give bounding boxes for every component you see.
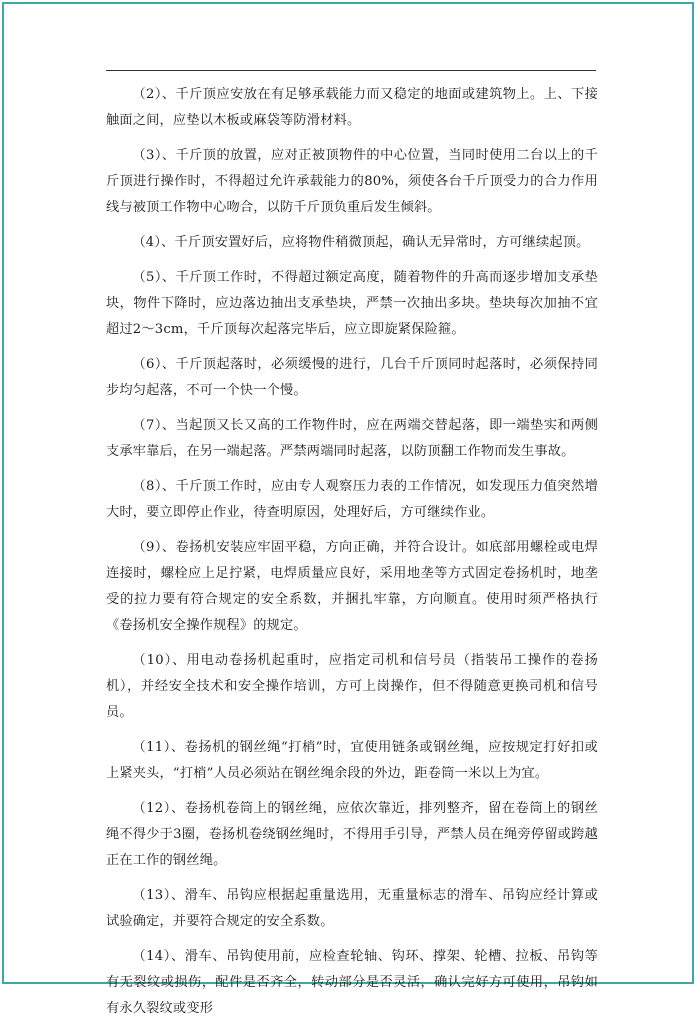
paragraph: （7）、当起顶又长又高的工作物件时，应在两端交替起落，即一端垫实和两侧支承牢靠后，在另一端起落。严禁两端同时起落，以防顶翻工作物而发生事故。 bbox=[106, 418, 598, 459]
paragraph: （8）、千斤顶工作时，应由专人观察压力表的工作情况，如发现压力值突然增大时，要立即停止作业，待查明原因，处理好后，方可继续作业。 bbox=[106, 479, 598, 520]
paragraph: （10）、用电动卷扬机起重时，应指定司机和信号员（指装吊工操作的卷扬机），并经安全技术和安全操作培训，方可上岗操作，但不得随意更换司机和信号员。 bbox=[106, 653, 598, 720]
paragraph: （14）、滑车、吊钩使用前，应检查轮轴、钩环、撑架、轮槽、拉板、吊钩等有无裂纹或损伤，配件是否齐全，转动部分是否灵活，确认完好方可使用，吊钩如有永久裂纹或变形 bbox=[106, 949, 598, 1016]
document-body bbox=[106, 82, 598, 1031]
paragraph: （2）、千斤顶应安放在有足够承载能力而又稳定的地面或建筑物上。上、下接触面之间，应垫以木板或麻袋等防滑材料。 bbox=[106, 87, 598, 128]
paragraph: （11）、卷扬机的钢丝绳“打梢”时，宜使用链条或钢丝绳，应按规定打好扣或上紧夹头，“打梢”人员必须站在钢丝绳余段的外边，距卷筒一米以上为宜。 bbox=[106, 740, 598, 781]
paragraph: （13）、滑车、吊钩应根据起重量选用，无重量标志的滑车、吊钩应经计算或试验确定，并要符合规定的安全系数。 bbox=[106, 888, 598, 929]
paragraph: （5）、千斤顶工作时，不得超过额定高度，随着物件的升高而逐步增加支承垫块，物件下降时，应边落边抽出支承垫块，严禁一次抽出多块。垫块每次加抽不宜超过2～3cm，千斤顶每次起落完毕后，应立即旋紧保险箍。 bbox=[106, 270, 598, 337]
header-rule bbox=[106, 70, 596, 71]
paragraph: （9）、卷扬机安装应牢固平稳，方向正确，并符合设计。如底部用螺栓或电焊连接时，螺栓应上足拧紧，电焊质量应良好，采用地垄等方式固定卷扬机时，地垄受的拉力要有符合规定的安全系数，并捆扎牢靠，方向顺直。使用时须严格执行《卷扬机安全操作规程》的规定。 bbox=[106, 540, 598, 633]
paragraph: （12）、卷扬机卷筒上的钢丝绳，应依次靠近，排列整齐，留在卷筒上的钢丝绳不得少于3圈，卷扬机卷绕钢丝绳时，不得用手引导，严禁人员在绳旁停留或跨越正在工作的钢丝绳。 bbox=[106, 801, 598, 868]
paragraph: （4）、千斤顶安置好后，应将物件稍微顶起，确认无异常时，方可继续起顶。 bbox=[132, 235, 590, 250]
paragraph: （3）、千斤顶的放置，应对正被顶物件的中心位置，当同时使用二台以上的千斤顶进行操作时，不得超过允许承载能力的80%，须使各台千斤顶受力的合力作用线与被顶工作物中心吻合，以防千斤顶负重后发生倾斜。 bbox=[106, 148, 598, 215]
paragraph: （6）、千斤顶起落时，必须缓慢的进行，几台千斤顶同时起落时，必须保持同步均匀起落，不可一个快一个慢。 bbox=[106, 357, 598, 398]
